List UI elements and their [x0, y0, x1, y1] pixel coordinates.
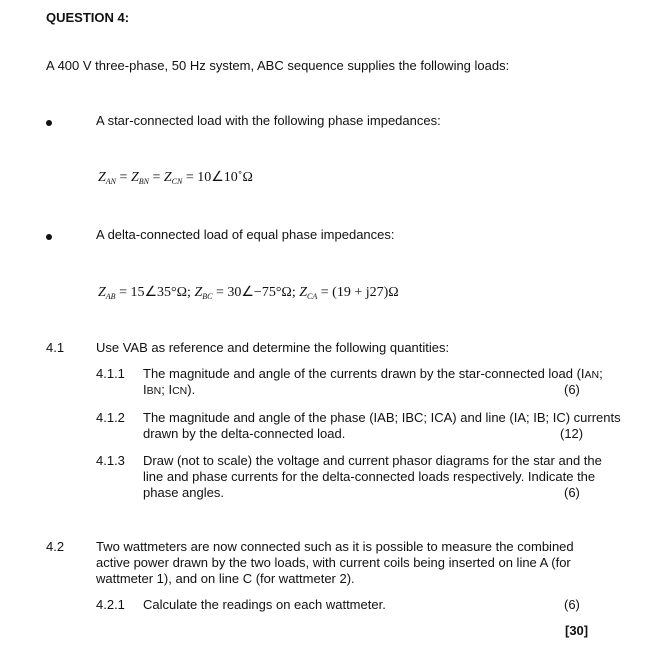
q411-line2-sub-b: BN	[146, 385, 162, 397]
eq2-z-bc: Z	[194, 285, 203, 300]
q421-number: 4.2.1	[96, 597, 125, 612]
eq2-sub-ab: AB	[105, 292, 116, 301]
q411-line2-post: ).	[187, 382, 196, 397]
eq2-val-bc: 30∠−75°Ω;	[227, 285, 296, 300]
q411-number: 4.1.1	[96, 366, 125, 381]
q411-line1-pre: The magnitude and angle of the currents drawn by the star-connected load (I	[143, 366, 585, 381]
eq1-sub-cn: CN	[171, 177, 183, 186]
bullet-2	[46, 234, 52, 240]
equation-star-impedance: $Z_{AN} = Z_{BN} = Z_{CN}$ = 10∠10˚Ω	[98, 170, 253, 186]
intro-text: A 400 V three-phase, 50 Hz system, ABC sequence supplies the following loads:	[46, 58, 510, 73]
q411-line2-a: I	[143, 382, 147, 397]
q412-marks: (12)	[560, 426, 584, 441]
q41-text: Use VAB as reference and determine the following quantities:	[96, 340, 450, 355]
bullet-1	[46, 120, 52, 126]
q411-line2	[143, 382, 195, 397]
q412-line2: drawn by the delta-connected load.	[143, 426, 346, 441]
q411-line1-sub: AN	[584, 369, 600, 381]
equation-delta-impedance: $Z_{AB}$ = 15∠35°Ω; $Z_{BC}$ = 30∠−75°Ω; $Z_{CA} = (19 + j27)\Omega$	[98, 285, 399, 301]
q411-line2-sub-c: CN	[172, 385, 188, 397]
q412-number: 4.1.2	[96, 410, 125, 425]
q41-number: 4.1	[46, 340, 65, 355]
q411-line1-post: ;	[599, 366, 603, 381]
q413-line3: phase angles.	[143, 485, 224, 500]
q421-marks: (6)	[564, 597, 580, 612]
eq2-z-ab: Z	[98, 285, 106, 300]
q42-line2: active power drawn by the two loads, with current coils being inserted on line A (for	[96, 555, 571, 570]
q411-line1	[143, 366, 603, 381]
q42-line3: wattmeter 1), and on line C (for wattmeter 2).	[96, 571, 355, 586]
bullet-text-delta: A delta-connected load of equal phase impedances:	[96, 227, 395, 242]
q413-marks: (6)	[564, 485, 580, 500]
eq2-z-ca: Z	[299, 285, 308, 300]
eq2-val-ab: 15∠35°Ω;	[130, 285, 191, 300]
eq2-val-ca: (19 + j27)Ω	[332, 285, 399, 300]
eq2-sub-ca: CA	[307, 292, 318, 301]
eq2-sub-bc: BC	[202, 292, 213, 301]
eq1-z3: Z	[163, 170, 172, 185]
q413-line2: line and phase currents for the delta-connected loads respectively. Indicate the	[143, 469, 596, 484]
eq1-z2: Z	[130, 170, 139, 185]
eq1-sub-bn: BN	[138, 177, 149, 186]
q413-line1: Draw (not to scale) the voltage and current phasor diagrams for the star and the	[143, 453, 602, 468]
eq1-z1: Z	[98, 170, 106, 185]
q421-text: Calculate the readings on each wattmeter.	[143, 597, 386, 612]
q42-number: 4.2	[46, 539, 65, 554]
question-title: QUESTION 4:	[46, 10, 130, 25]
q412-line1: The magnitude and angle of the phase (IAB; IBC; ICA) and line (IA; IB; IC) currents	[143, 410, 621, 425]
bullet-text-star: A star-connected load with the following phase impedances:	[96, 113, 441, 128]
total-marks: [30]	[565, 623, 589, 638]
q413-number: 4.1.3	[96, 453, 125, 468]
eq1-value: 10∠10˚Ω	[197, 170, 253, 185]
q411-line2-mid: ; I	[161, 382, 173, 397]
q42-line1: Two wattmeters are now connected such as it is possible to measure the combined	[96, 539, 574, 554]
q411-marks: (6)	[564, 382, 580, 397]
eq1-sub-an: AN	[105, 177, 117, 186]
